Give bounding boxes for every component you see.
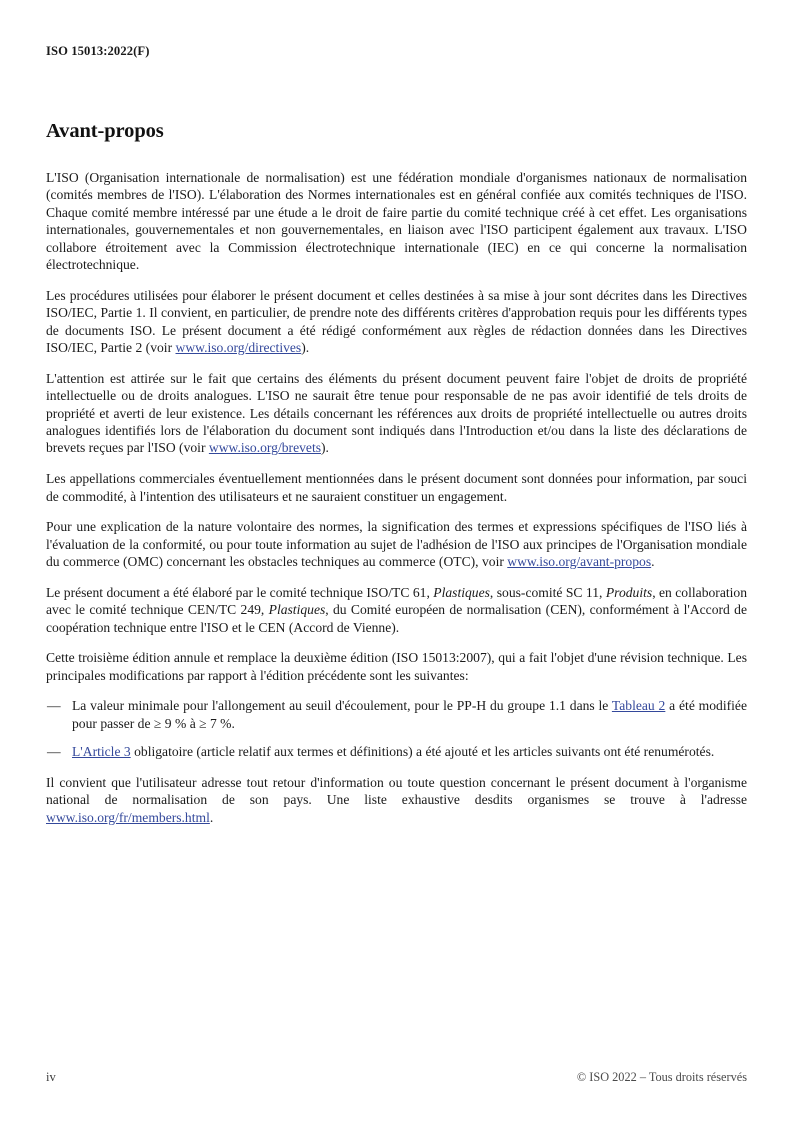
paragraph-3-text-before: L'attention est attirée sur le fait que certains des éléments du présent document peuvent faire l'objet de droits de propriété intellectuelle ou de droits analogues. L'ISO ne saurait être tenue pour responsable de ne pas avoir identifié de tels droits de propriété et averti de leur existence. Les détails concernant les références aux droits de propriété intellectuelle ou autres droits analogues identifiés lors de l'élaboration du document sont indiqués dans l'Introduction et/ou dans la liste des déclarations de brevets reçues par l'ISO (voir <box>46 370 747 456</box>
link-iso-brevets[interactable]: www.iso.org/brevets <box>208 440 322 456</box>
page-footer <box>46 1070 747 1085</box>
link-article-3[interactable]: L'Article 3 <box>72 744 131 760</box>
foreword-body <box>46 169 747 827</box>
link-iso-members[interactable]: www.iso.org/fr/members.html <box>46 809 210 825</box>
dash-marker-icon: — <box>47 744 61 760</box>
paragraph-8-text-before: Il convient que l'utilisateur adresse tout retour d'information ou toute question concernant le présent document à l'organisme national de normalisation de son pays. Une liste exhaustive desdits organismes se trouve à l'adresse <box>46 774 747 808</box>
page-number: iv <box>46 1070 56 1084</box>
paragraph-6-segment-2: , sous-comité SC 11, <box>489 584 606 600</box>
paragraph-1: L'ISO (Organisation internationale de normalisation) est une fédération mondiale d'organismes nationaux de normalisation (comités membres de l'ISO). L'élaboration des Normes internationales est en général confiée aux comités techniques de l'ISO. Chaque comité membre intéressé par une étude a le droit de faire partie du comité technique créé à cet effet. Les organisations internationales, gouvernementales et non gouvernementales, en liaison avec l'ISO participent également aux travaux. L'ISO collabore étroitement avec la Commission électrotechnique internationale (IEC) en ce qui concerne la normalisation électrotechnique. <box>46 169 747 272</box>
paragraph-7: Cette troisième édition annule et remplace la deuxième édition (ISO 15013:2007), qui a fait l'objet d'une révision technique. Les principales modifications par rapport à l'édition précédente sont les suivantes: <box>46 650 747 683</box>
link-iso-avant-propos[interactable]: www.iso.org/avant-propos <box>507 554 652 570</box>
running-head: ISO 15013:2022(F) <box>46 44 150 58</box>
paragraph-6-segment-4: , du Comité européen de normalisation (CEN), conformément à l'Accord de coopération technique entre l'ISO et le CEN (Accord de Vienne). <box>46 602 747 635</box>
list-item-text-before: La valeur minimale pour l'allongement au seuil d'écoulement, pour le PP-H du groupe 1.1 dans le <box>72 698 612 714</box>
list-item-text-after: obligatoire (article relatif aux termes et définitions) a été ajouté et les articles suivants ont été renumérotés. <box>130 744 715 760</box>
link-tableau-2[interactable]: Tableau 2 <box>611 698 666 714</box>
paragraph-6-segment-3: , en collaboration avec le comité technique CEN/TC 249, <box>46 584 747 618</box>
paragraph-2-text-after: ). <box>301 339 310 355</box>
paragraph-8 <box>46 774 747 826</box>
link-iso-directives[interactable]: www.iso.org/directives <box>175 339 302 355</box>
page-content <box>46 44 747 826</box>
dash-marker-icon: — <box>47 698 61 714</box>
italic-plastiques-2: Plastiques <box>268 602 326 618</box>
paragraph-6 <box>46 584 747 636</box>
page-title: Avant-propos <box>46 120 164 143</box>
italic-plastiques-1: Plastiques <box>433 584 490 600</box>
paragraph-3 <box>46 370 747 457</box>
italic-produits: Produits <box>605 584 653 600</box>
paragraph-6-segment-1: Le présent document a été élaboré par le comité technique ISO/TC 61, <box>46 584 434 600</box>
paragraph-8-text-after: . <box>209 809 214 825</box>
copyright-notice: © ISO 2022 – Tous droits réservés <box>576 1070 747 1084</box>
paragraph-2 <box>46 287 747 357</box>
paragraph-5 <box>46 518 747 570</box>
paragraph-5-text-after: . <box>651 554 655 570</box>
paragraph-4: Les appellations commerciales éventuellement mentionnées dans le présent document sont données pour information, par souci de commodité, à l'intention des utilisateurs et ne sauraient constituer un engagement. <box>46 471 747 504</box>
paragraph-3-text-after: ). <box>321 440 329 456</box>
paragraph-2-text-before: Les procédures utilisées pour élaborer le présent document et celles destinées à sa mise à jour sont décrites dans les Directives ISO/IEC, Partie 1. Il convient, en particulier, de prendre note des différents critères d'approbation requis pour les différents types de documents ISO. Le présent document a été rédigé conformément aux règles de rédaction données dans les Directives ISO/IEC, Partie 2 (voir <box>46 287 747 355</box>
list-item <box>46 697 747 732</box>
changes-list <box>46 697 747 760</box>
paragraph-5-text-before: Pour une explication de la nature volontaire des normes, la signification des termes et expressions spécifiques de l'ISO liés à l'évaluation de la conformité, ou pour toute information au sujet de l'adhésion de l'ISO aux principes de l'Organisation mondiale du commerce (OMC) concernant les obstacles techniques au commerce (OTC), voir <box>46 519 747 570</box>
list-item-text-after: a été modifiée pour passer de ≥ 9 % à ≥ 7 %. <box>72 698 747 731</box>
list-item <box>46 743 747 760</box>
